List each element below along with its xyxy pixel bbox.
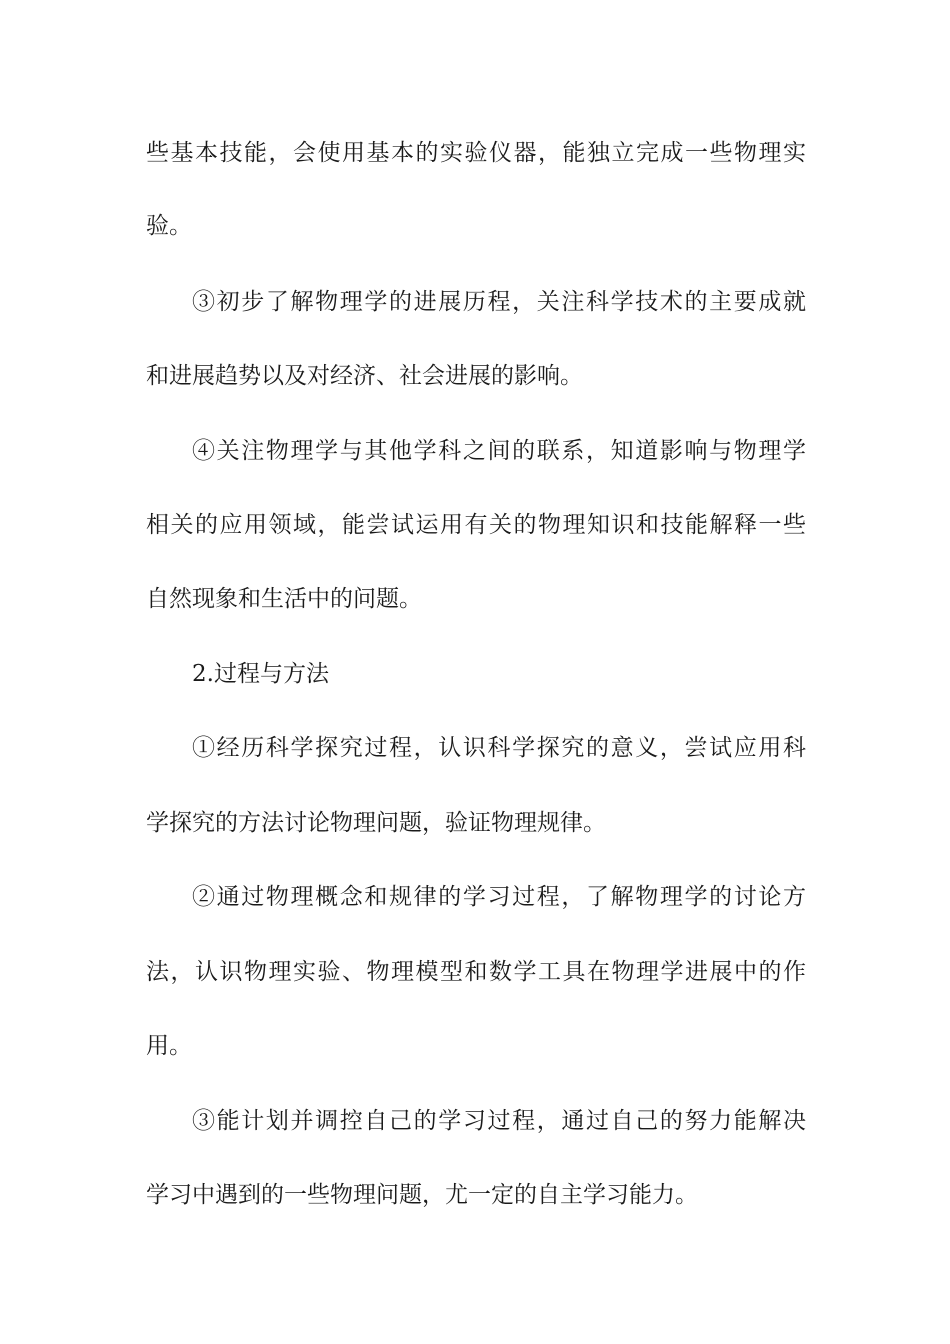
text-line: ④关注物理学与其他学科之间的联系，知道影响与物理学 <box>192 438 806 464</box>
text-line: 些基本技能，会使用基本的实验仪器，能独立完成一些物理实 <box>146 140 806 166</box>
text-line: 自然现象和生活中的问题。 <box>146 586 422 612</box>
text-line: 验。 <box>146 213 192 239</box>
text-line: 法，认识物理实验、物理模型和数学工具在物理学进展中的作 <box>146 959 806 985</box>
text-line: 用。 <box>146 1033 192 1059</box>
text-line: 学探究的方法讨论物理问题，验证物理规律。 <box>146 810 606 836</box>
text-line: 相关的应用领域，能尝试运用有关的物理知识和技能解释一些 <box>146 512 806 538</box>
text-line: ③能计划并调控自己的学习过程，通过自己的努力能解决 <box>192 1108 806 1134</box>
section-heading: 2.过程与方法 <box>192 661 329 687</box>
text-line: ③初步了解物理学的进展历程，关注科学技术的主要成就 <box>192 289 806 315</box>
text-line: ①经历科学探究过程，认识科学探究的意义，尝试应用科 <box>192 735 806 761</box>
text-line: ②通过物理概念和规律的学习过程，了解物理学的讨论方 <box>192 884 806 910</box>
text-line: 学习中遇到的一些物理问题，尤一定的自主学习能力。 <box>146 1182 698 1208</box>
text-line: 和进展趋势以及对经济、社会进展的影响。 <box>146 363 583 389</box>
